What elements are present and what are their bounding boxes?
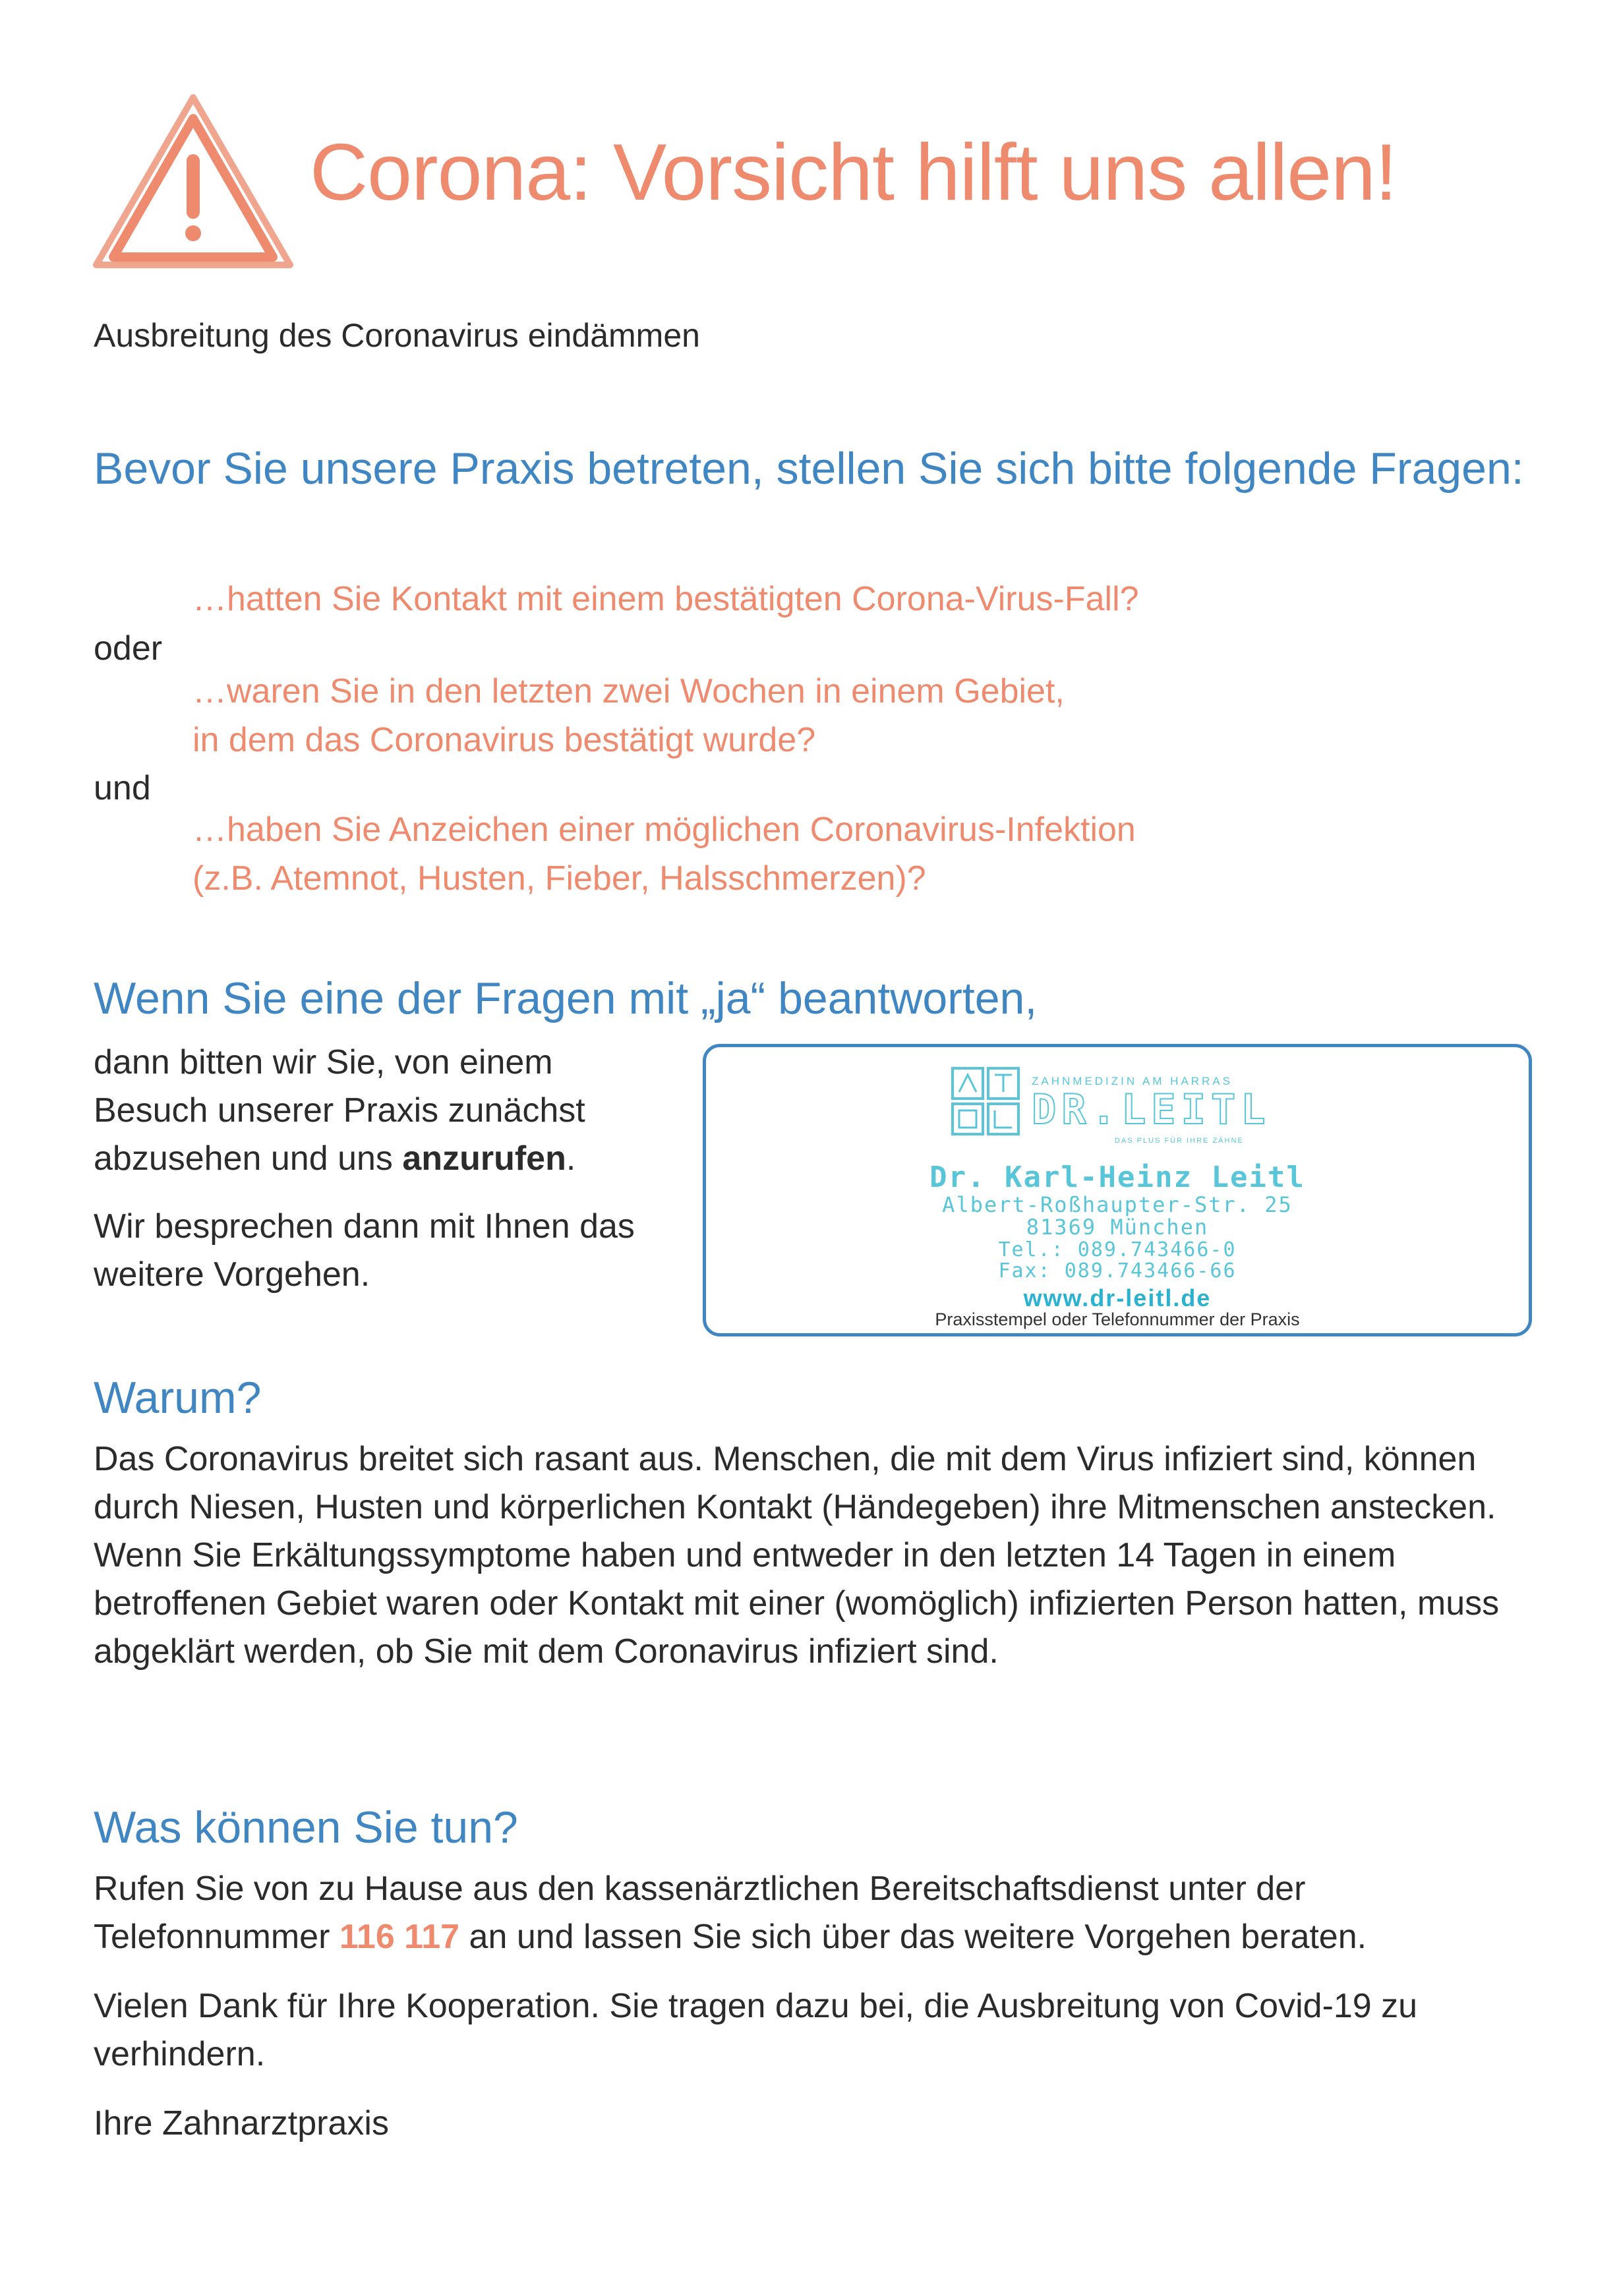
question-contact: …hatten Sie Kontakt mit einem bestätigten Corona-Virus-Fall?	[192, 580, 1139, 618]
stamp-logo-line: ZAHNMEDIZIN AM HARRAS	[1032, 1075, 1233, 1087]
question-symptoms	[192, 805, 1136, 903]
stamp-caption: Praxisstempel oder Telefonnummer der Praxis	[935, 1309, 1300, 1329]
call-emphasis: anzurufen	[402, 1139, 566, 1178]
answer-yes-paragraph-1	[94, 1039, 674, 1183]
todo-text-start: Rufen Sie von zu Hause aus den kassenärztlichen Bereitschaftsdienst unter der Telefonnummer	[94, 1870, 1306, 1956]
todo-text	[94, 1865, 1544, 2169]
stamp-logo-tagline: DAS PLUS FÜR IHRE ZÄHNE	[1115, 1137, 1244, 1145]
answer-yes-text-start: dann bitten wir Sie, von einem Besuch unserer Praxis zunächst abzusehen und uns	[94, 1043, 585, 1178]
conjunction-oder: oder	[94, 629, 163, 668]
todo-heading: Was können Sie tun?	[94, 1802, 518, 1852]
todo-paragraph-1	[94, 1865, 1544, 1961]
todo-text-end: an und lassen Sie sich über das weitere Vorgehen beraten.	[459, 1918, 1367, 1956]
answer-yes-paragraph-2: Wir besprechen dann mit Ihnen das weitere Vorgehen.	[94, 1207, 635, 1294]
question-travel-line1: …waren Sie in den letzten zwei Wochen in einem Gebiet,	[192, 672, 1065, 710]
signature: Ihre Zahnarztpraxis	[94, 2104, 389, 2142]
stamp-doctor-name: Dr. Karl-Heinz Leitl	[929, 1161, 1305, 1194]
answer-yes-heading: Wenn Sie eine der Fragen mit „ja“ beantworten,	[94, 973, 1038, 1023]
why-heading: Warum?	[94, 1373, 262, 1423]
why-text: Das Coronavirus breitet sich rasant aus. Menschen, die mit dem Virus infiziert sind, können durch Niesen, Husten und körperlichen Kontakt (Händegeben) ihre Mitmenschen anstecken. Wenn Sie Erkältungssymptome haben und entweder in den letzten 14 Tagen in einem betroffenen Gebiet waren oder Kontakt mit einer (womöglich) infizierten Person hatten, muss abgeklärt werden, ob Sie mit dem Coronavirus infiziert sind.	[94, 1440, 1500, 1671]
todo-paragraph-2: Vielen Dank für Ihre Kooperation. Sie tragen dazu bei, die Ausbreitung von Covid-19 zu verhindern.	[94, 1987, 1418, 2073]
answer-yes-text	[94, 1039, 674, 1319]
stamp-phone: Tel.: 089.743466-0	[998, 1238, 1237, 1261]
stamp-website: www.dr-leitl.de	[1023, 1284, 1212, 1311]
question-travel	[192, 667, 1065, 764]
answer-yes-text-end: .	[566, 1139, 576, 1178]
stamp-city: 81369 München	[1026, 1215, 1209, 1240]
question-symptoms-line2: (z.B. Atemnot, Husten, Fieber, Halsschmerzen)?	[192, 859, 926, 898]
page-title: Corona: Vorsicht hilft uns allen!	[310, 127, 1397, 217]
stamp-street: Albert-Roßhaupter-Str. 25	[942, 1192, 1293, 1217]
warning-triangle-icon	[91, 92, 295, 272]
question-travel-line2: in dem das Coronavirus bestätigt wurde?	[192, 721, 816, 759]
stamp-logo-name: DR.LEITL	[1032, 1085, 1271, 1134]
practice-logo-icon	[950, 1066, 1022, 1138]
questions-heading: Bevor Sie unsere Praxis betreten, stellen Sie sich bitte folgende Fragen:	[94, 444, 1524, 494]
page-subtitle: Ausbreitung des Coronavirus eindämmen	[94, 317, 700, 354]
hotline-phone-number: 116 117	[339, 1918, 460, 1956]
conjunction-und: und	[94, 769, 151, 807]
practice-stamp-box	[703, 1044, 1532, 1336]
stamp-fax: Fax: 089.743466-66	[998, 1259, 1237, 1282]
question-symptoms-line1: …haben Sie Anzeichen einer möglichen Coronavirus-Infektion	[192, 811, 1136, 849]
